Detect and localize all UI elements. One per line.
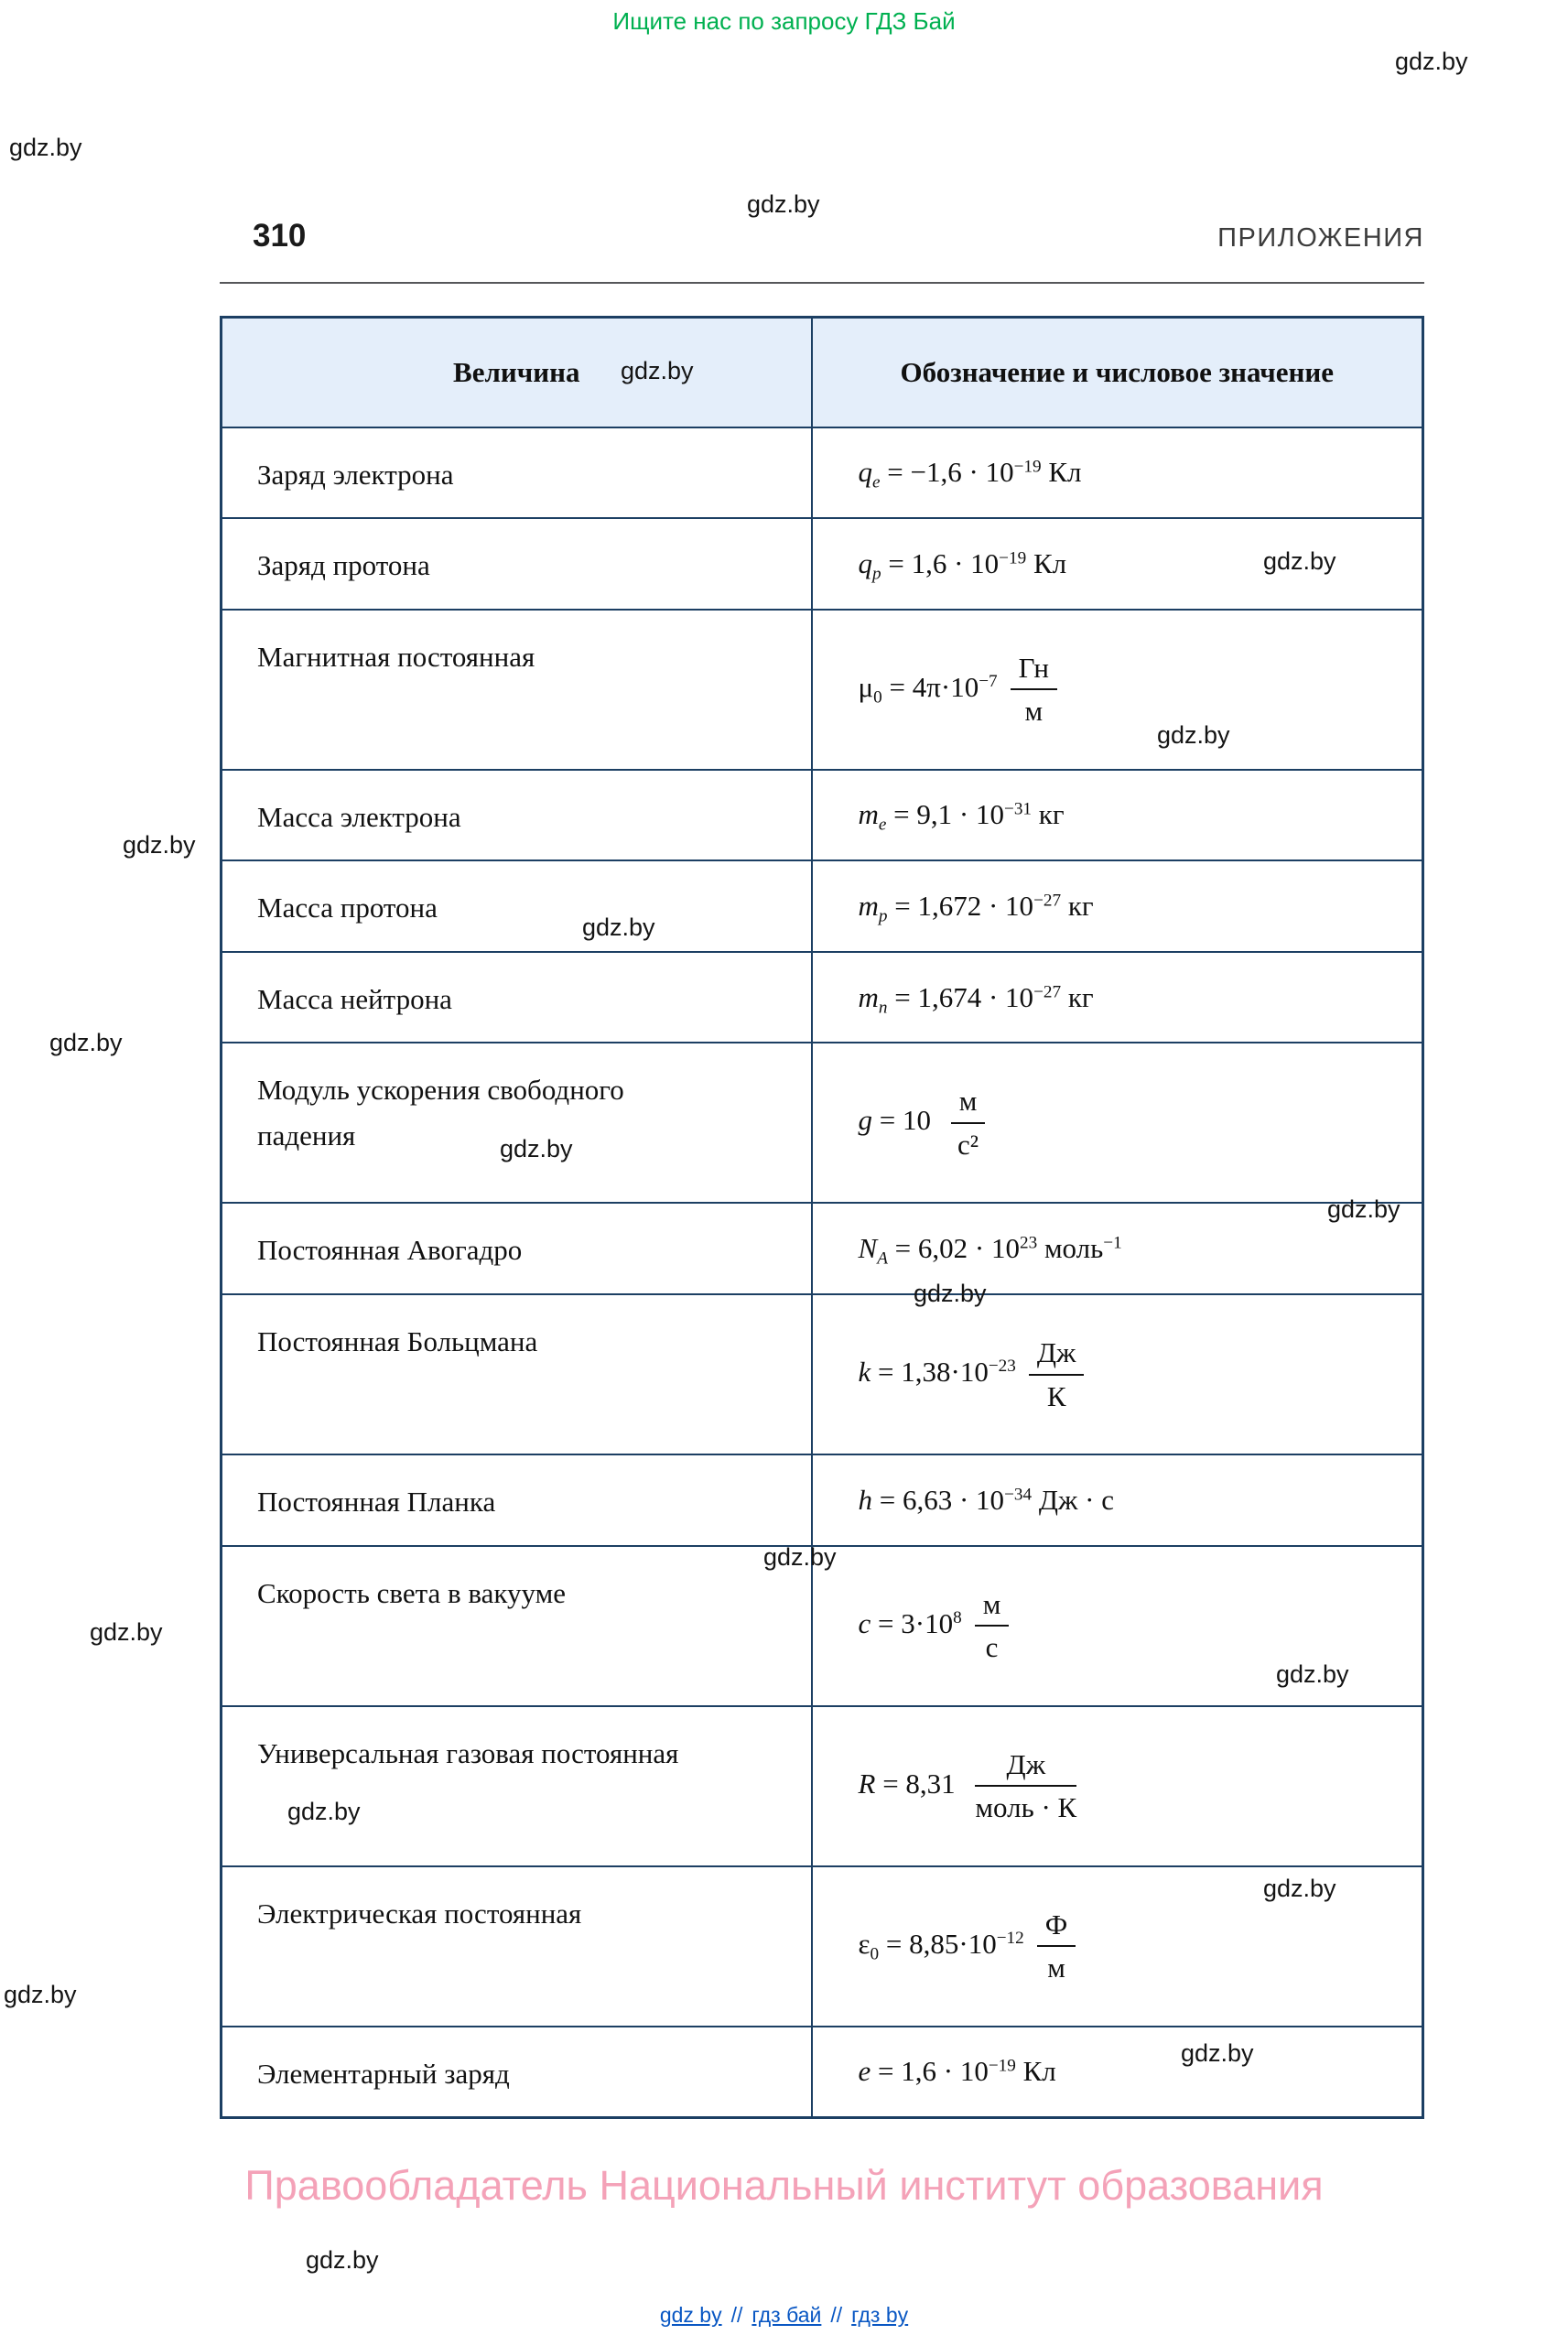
watermark: gdz.by: [1327, 1195, 1400, 1223]
column-header-quantity: [222, 318, 812, 427]
section-title: ПРИЛОЖЕНИЯ: [1217, 223, 1424, 253]
value-formula: $\mu_0 = 4\pi\cdot 10^{-7}$ $\frac{Гн}{м}$: [812, 610, 1423, 770]
footer-link-gdz-by-2[interactable]: гдз by: [851, 2303, 909, 2327]
value-formula: $\varepsilon_0 = 8,85\cdot 10^{-12}$ $\frac{Ф}{м}$: [812, 1866, 1423, 2027]
watermark: gdz.by: [763, 1543, 837, 1571]
quantity-label: Заряд протона: [222, 518, 812, 610]
footer-link-separator: //: [830, 2303, 843, 2327]
fraction: $\frac{Гн}{м}$: [1011, 652, 1057, 728]
watermark: gdz.by: [9, 134, 82, 161]
value-formula: g = 10 $\frac{м}{\text{с²}}$: [812, 1043, 1423, 1203]
quantity-label: Элементарный заряд: [222, 2027, 812, 2118]
watermark: gdz.by: [123, 831, 196, 859]
fraction: $\frac{Дж}{\text{моль · К}}$: [975, 1747, 1077, 1824]
table-row: [222, 1706, 1423, 1866]
watermark: gdz.by: [1276, 1660, 1349, 1688]
footer-links: [0, 2303, 1568, 2328]
value-formula: $h = 6,63 \cdot 10^{-34}$ Дж · с: [812, 1454, 1423, 1546]
watermark: gdz.by: [49, 1029, 123, 1056]
watermark: gdz.by: [621, 357, 694, 384]
fraction: $\frac{Дж}{К}$: [1029, 1336, 1085, 1412]
page-number: 310: [253, 218, 307, 254]
quantity-label: Постоянная Больцмана: [222, 1294, 812, 1454]
quantity-label: Универсальная газовая постоянная: [222, 1706, 812, 1866]
fraction: $\frac{Ф}{м}$: [1037, 1908, 1076, 1984]
value-formula: $N_A = 6,02 \cdot 10^{23}$ моль$^{-1}$: [812, 1203, 1423, 1294]
column-header-value: [812, 318, 1423, 427]
quantity-label: Постоянная Авогадро: [222, 1203, 812, 1294]
table-row: [222, 770, 1423, 861]
quantity-label: Скорость света в вакууме: [222, 1546, 812, 1706]
value-formula: $q_e = -1,6 \cdot 10^{-19}$ Кл: [812, 427, 1423, 519]
column-header-quantity-label: Величина: [453, 355, 580, 388]
quantity-label: Электрическая постоянная: [222, 1866, 812, 2027]
physical-constants-table: [220, 316, 1424, 2119]
table-row: [222, 952, 1423, 1043]
table-row: [222, 860, 1423, 952]
watermark: gdz.by: [306, 2246, 379, 2274]
watermark: gdz.by: [4, 1981, 77, 2008]
fraction: $\frac{м}{\text{с²}}$: [951, 1085, 986, 1161]
table-row: [222, 1203, 1423, 1294]
watermark: gdz.by: [747, 190, 820, 218]
footer-link-separator: //: [730, 2303, 743, 2327]
table-row: [222, 1454, 1423, 1546]
watermark: gdz.by: [582, 914, 655, 941]
watermark: gdz.by: [90, 1618, 163, 1646]
value-formula: R = 8,31 $\frac{Дж}{\text{моль · К}}$: [812, 1706, 1423, 1866]
table-row: [222, 610, 1423, 770]
table-row: [222, 1866, 1423, 2027]
table-row: [222, 427, 1423, 519]
watermark: gdz.by: [500, 1135, 573, 1162]
top-banner-text: Ищите нас по запросу ГДЗ Бай: [612, 7, 956, 35]
value-formula: $q_p = 1,6 \cdot 10^{-19}$ Кл: [812, 518, 1423, 610]
watermark: gdz.by: [1263, 547, 1336, 575]
quantity-label: Модуль ускорения свободного падения: [222, 1043, 812, 1203]
copyright-text: Правообладатель Национальный институт образования: [244, 2162, 1324, 2209]
table-row: [222, 518, 1423, 610]
fraction: $\frac{м}{с}$: [975, 1588, 1010, 1664]
watermark: gdz.by: [1157, 721, 1230, 749]
constants-table-body: [222, 427, 1423, 2118]
watermark: gdz.by: [914, 1280, 987, 1307]
table-header-row: [222, 318, 1423, 427]
quantity-label: Постоянная Планка: [222, 1454, 812, 1546]
value-formula: $m_e = 9,1 \cdot 10^{-31}$ кг: [812, 770, 1423, 861]
footer-link-gdz-bai[interactable]: гдз бай: [752, 2303, 822, 2327]
table-row: [222, 1043, 1423, 1203]
value-formula: $e = 1,6 \cdot 10^{-19}$ Кл: [812, 2027, 1423, 2118]
header-rule: [220, 282, 1424, 284]
quantity-label: Масса протона: [222, 860, 812, 952]
watermark: gdz.by: [1263, 1875, 1336, 1902]
value-formula: $c = 3\cdot 10^8$ $\frac{м}{с}$: [812, 1546, 1423, 1706]
quantity-label: Заряд электрона: [222, 427, 812, 519]
watermark: gdz.by: [1181, 2039, 1254, 2067]
table-row: [222, 1294, 1423, 1454]
column-header-value-label: Обозначение и числовое значение: [900, 355, 1334, 388]
quantity-label: Масса нейтрона: [222, 952, 812, 1043]
watermark: gdz.by: [287, 1798, 361, 1825]
footer-link-gdz-by[interactable]: gdz by: [659, 2303, 722, 2327]
watermark: gdz.by: [1395, 48, 1468, 75]
quantity-label: Масса электрона: [222, 770, 812, 861]
value-formula: $m_p = 1,672 \cdot 10^{-27}$ кг: [812, 860, 1423, 952]
value-formula: $m_n = 1,674 \cdot 10^{-27}$ кг: [812, 952, 1423, 1043]
quantity-label: Магнитная постоянная: [222, 610, 812, 770]
value-formula: $k = 1,38\cdot 10^{-23}$ $\frac{Дж}{К}$: [812, 1294, 1423, 1454]
